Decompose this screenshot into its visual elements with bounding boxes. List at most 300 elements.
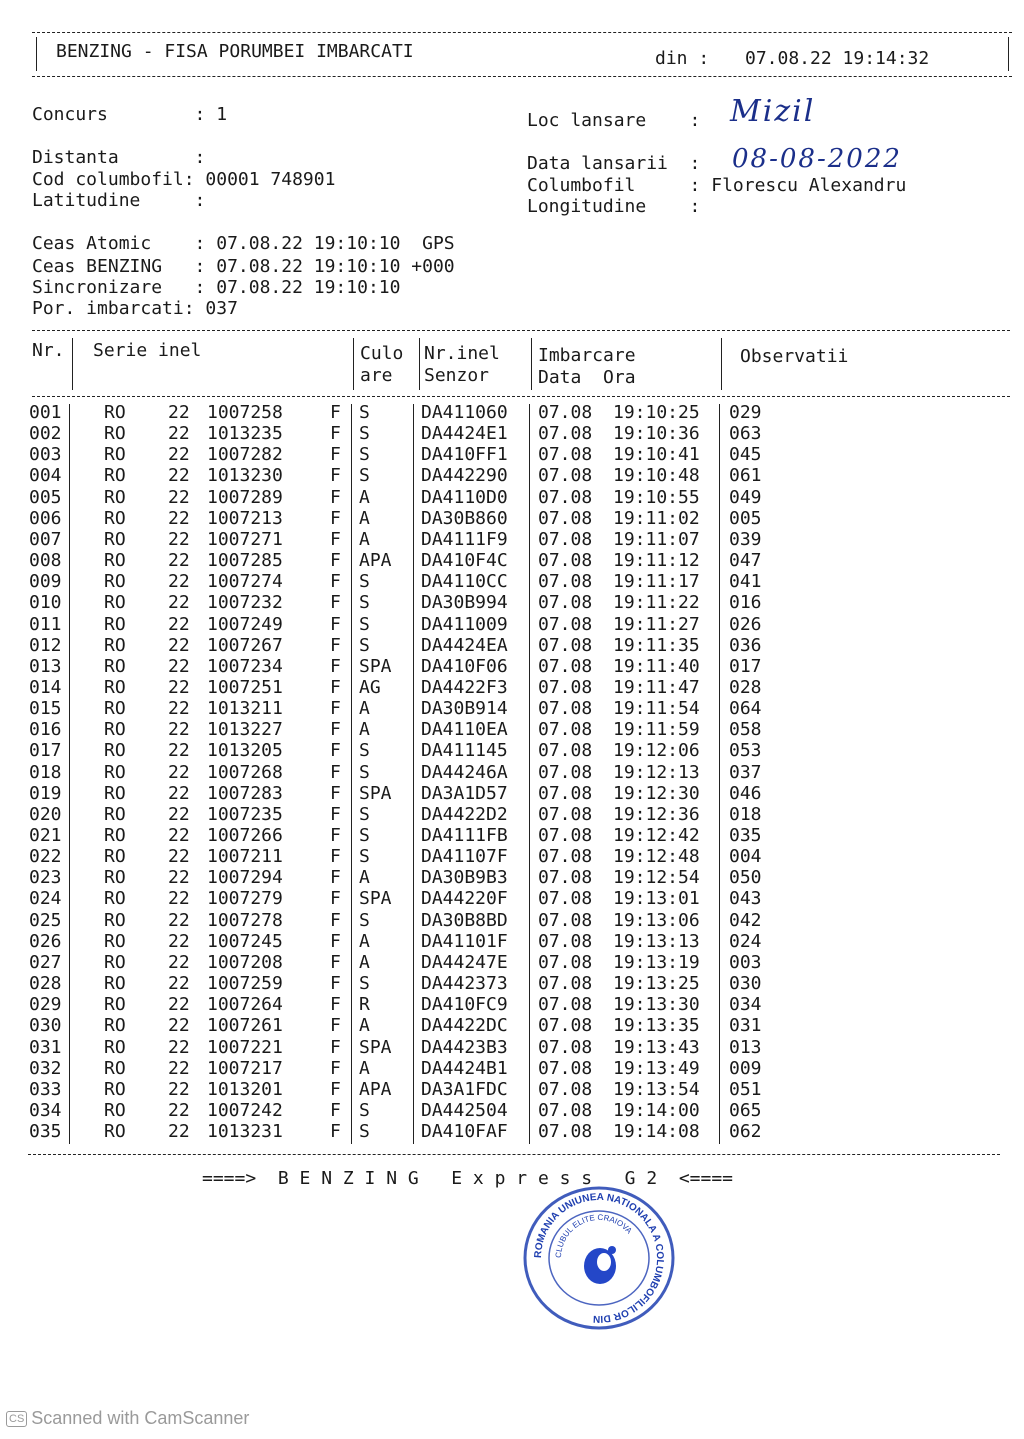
table-row <box>0 656 1024 677</box>
row-ring-number: 1007282 <box>207 444 283 466</box>
row-sensor: DA41101F <box>421 930 508 952</box>
row-nr: 001 <box>29 402 62 423</box>
row-observation: 018 <box>729 803 762 825</box>
table-row <box>0 423 1024 444</box>
table-row <box>0 402 1024 423</box>
row-date: 07.08 <box>538 1015 593 1037</box>
table-row <box>0 1100 1024 1121</box>
row-country: RO <box>104 634 126 656</box>
row-year: 22 <box>168 592 190 614</box>
camscanner-text: Scanned with CamScanner <box>31 1408 250 1428</box>
row-sex: F <box>330 740 341 762</box>
row-year: 22 <box>168 761 190 783</box>
table-row <box>0 444 1024 465</box>
header-nr: Nr. <box>32 340 65 361</box>
row-observation: 039 <box>729 528 762 550</box>
row-year: 22 <box>168 909 190 931</box>
row-ring-number: 1007283 <box>207 782 283 804</box>
row-sensor: DA410F06 <box>421 655 508 677</box>
row-observation: 050 <box>729 867 762 889</box>
row-time: 19:12:54 <box>613 867 700 889</box>
row-time: 19:10:25 <box>613 402 700 423</box>
row-ring-number: 1007213 <box>207 507 283 529</box>
row-sex: F <box>330 676 341 698</box>
por-imbarcati-line: Por. imbarcati: 037 <box>32 298 238 319</box>
row-color: S <box>359 909 370 931</box>
row-nr: 015 <box>29 698 62 720</box>
row-country: RO <box>104 1078 126 1100</box>
columbofil-line: Columbofil : Florescu Alexandru <box>527 175 907 196</box>
row-date: 07.08 <box>538 761 593 783</box>
row-country: RO <box>104 1036 126 1058</box>
row-time: 19:12:06 <box>613 740 700 762</box>
table-bottom-border <box>28 1154 1000 1155</box>
row-nr: 030 <box>29 1015 62 1037</box>
row-color: S <box>359 825 370 846</box>
row-ring-number: 1007217 <box>207 1057 283 1079</box>
row-color: SPA <box>359 888 392 910</box>
row-date: 07.08 <box>538 571 593 593</box>
row-year: 22 <box>168 1015 190 1037</box>
row-sex: F <box>330 1099 341 1121</box>
row-country: RO <box>104 613 126 635</box>
row-sensor: DA30B860 <box>421 507 508 529</box>
row-sensor: DA3A1FDC <box>421 1078 508 1100</box>
row-sensor: DA4111FB <box>421 825 508 846</box>
row-nr: 025 <box>29 909 62 931</box>
row-year: 22 <box>168 634 190 656</box>
row-observation: 017 <box>729 655 762 677</box>
row-sensor: DA410FC9 <box>421 994 508 1016</box>
header-top-border <box>32 32 1012 33</box>
row-observation: 042 <box>729 909 762 931</box>
row-color: A <box>359 486 370 508</box>
row-sensor: DA4422F3 <box>421 676 508 698</box>
row-observation: 051 <box>729 1078 762 1100</box>
row-observation: 045 <box>729 444 762 466</box>
row-sex: F <box>330 803 341 825</box>
row-sex: F <box>330 613 341 635</box>
row-observation: 063 <box>729 423 762 445</box>
header-culoare-1: Culo <box>360 343 404 364</box>
row-observation: 041 <box>729 571 762 593</box>
row-sensor: DA410FAF <box>421 1121 508 1143</box>
row-observation: 061 <box>729 465 762 487</box>
row-time: 19:12:36 <box>613 803 700 825</box>
row-ring-number: 1007242 <box>207 1099 283 1121</box>
row-sex: F <box>330 846 341 868</box>
row-ring-number: 1007274 <box>207 571 283 593</box>
row-year: 22 <box>168 444 190 466</box>
table-row <box>0 910 1024 931</box>
row-sex: F <box>330 402 341 423</box>
row-sensor: DA44246A <box>421 761 508 783</box>
row-nr: 028 <box>29 973 62 995</box>
row-color: S <box>359 592 370 614</box>
row-time: 19:13:35 <box>613 1015 700 1037</box>
row-country: RO <box>104 867 126 889</box>
col-sep-senzor <box>531 338 532 390</box>
header-serie-inel: Serie inel <box>93 340 202 361</box>
row-country: RO <box>104 719 126 741</box>
row-date: 07.08 <box>538 528 593 550</box>
row-nr: 012 <box>29 634 62 656</box>
row-ring-number: 1013231 <box>207 1121 283 1143</box>
row-ring-number: 1007221 <box>207 1036 283 1058</box>
row-sensor: DA3A1D57 <box>421 782 508 804</box>
row-year: 22 <box>168 1121 190 1143</box>
row-sensor: DA4424E1 <box>421 423 508 445</box>
row-nr: 013 <box>29 655 62 677</box>
data-lansarii-handwritten: 08-08-2022 <box>732 144 902 174</box>
row-sensor: DA411009 <box>421 613 508 635</box>
row-nr: 008 <box>29 550 62 572</box>
row-country: RO <box>104 1099 126 1121</box>
row-ring-number: 1007267 <box>207 634 283 656</box>
row-sex: F <box>330 507 341 529</box>
camscanner-logo-icon: CS <box>6 1411 27 1427</box>
row-nr: 018 <box>29 761 62 783</box>
row-sex: F <box>330 782 341 804</box>
row-ring-number: 1007289 <box>207 486 283 508</box>
row-sensor: DA4423B3 <box>421 1036 508 1058</box>
row-year: 22 <box>168 825 190 846</box>
row-ring-number: 1013201 <box>207 1078 283 1100</box>
row-observation: 013 <box>729 1036 762 1058</box>
row-date: 07.08 <box>538 402 593 423</box>
row-country: RO <box>104 973 126 995</box>
row-country: RO <box>104 994 126 1016</box>
row-year: 22 <box>168 1057 190 1079</box>
sincronizare-line: Sincronizare : 07.08.22 19:10:10 <box>32 277 401 298</box>
row-color: A <box>359 698 370 720</box>
row-color: S <box>359 402 370 423</box>
row-time: 19:13:13 <box>613 930 700 952</box>
body-sep-culoare <box>413 404 414 1144</box>
row-ring-number: 1007261 <box>207 1015 283 1037</box>
row-country: RO <box>104 1015 126 1037</box>
row-observation: 046 <box>729 782 762 804</box>
row-date: 07.08 <box>538 444 593 466</box>
row-sex: F <box>330 930 341 952</box>
row-observation: 062 <box>729 1121 762 1143</box>
row-sex: F <box>330 888 341 910</box>
header-right-border <box>1008 37 1009 71</box>
row-sex: F <box>330 486 341 508</box>
body-sep-nr <box>69 404 70 1144</box>
row-sex: F <box>330 761 341 783</box>
row-country: RO <box>104 507 126 529</box>
row-nr: 026 <box>29 930 62 952</box>
row-ring-number: 1007266 <box>207 825 283 846</box>
header-imbarcare-2: Data Ora <box>538 367 636 388</box>
row-color: S <box>359 846 370 868</box>
table-row <box>0 719 1024 740</box>
row-color: A <box>359 719 370 741</box>
header-left-border <box>36 37 37 71</box>
row-sensor: DA30B9B3 <box>421 867 508 889</box>
row-time: 19:10:48 <box>613 465 700 487</box>
row-country: RO <box>104 888 126 910</box>
row-date: 07.08 <box>538 1057 593 1079</box>
row-year: 22 <box>168 951 190 973</box>
row-sensor: DA442290 <box>421 465 508 487</box>
row-time: 19:10:36 <box>613 423 700 445</box>
row-sensor: DA411060 <box>421 402 508 423</box>
table-row <box>0 740 1024 761</box>
row-date: 07.08 <box>538 846 593 868</box>
row-color: S <box>359 1121 370 1143</box>
table-row <box>0 931 1024 952</box>
table-row <box>0 1079 1024 1100</box>
row-country: RO <box>104 782 126 804</box>
row-time: 19:10:41 <box>613 444 700 466</box>
row-ring-number: 1007251 <box>207 676 283 698</box>
row-sensor: DA44247E <box>421 951 508 973</box>
row-color: A <box>359 930 370 952</box>
row-color: A <box>359 867 370 889</box>
row-time: 19:12:13 <box>613 761 700 783</box>
row-year: 22 <box>168 676 190 698</box>
row-observation: 028 <box>729 676 762 698</box>
col-sep-nr <box>72 338 73 390</box>
row-year: 22 <box>168 465 190 487</box>
table-row <box>0 529 1024 550</box>
row-nr: 022 <box>29 846 62 868</box>
row-date: 07.08 <box>538 909 593 931</box>
row-time: 19:13:43 <box>613 1036 700 1058</box>
row-color: A <box>359 1057 370 1079</box>
row-nr: 007 <box>29 528 62 550</box>
table-row <box>0 846 1024 867</box>
row-year: 22 <box>168 507 190 529</box>
row-nr: 032 <box>29 1057 62 1079</box>
row-nr: 003 <box>29 444 62 466</box>
row-date: 07.08 <box>538 613 593 635</box>
row-color: R <box>359 994 370 1016</box>
row-sex: F <box>330 655 341 677</box>
row-date: 07.08 <box>538 550 593 572</box>
row-date: 07.08 <box>538 740 593 762</box>
row-date: 07.08 <box>538 888 593 910</box>
row-color: A <box>359 528 370 550</box>
loc-lansare-line: Loc lansare : <box>527 110 701 131</box>
latitudine-line: Latitudine : <box>32 190 206 211</box>
table-row <box>0 550 1024 571</box>
row-date: 07.08 <box>538 592 593 614</box>
table-row <box>0 614 1024 635</box>
row-color: S <box>359 444 370 466</box>
row-sex: F <box>330 1057 341 1079</box>
row-date: 07.08 <box>538 507 593 529</box>
table-top-border <box>32 330 1010 331</box>
row-time: 19:14:08 <box>613 1121 700 1143</box>
row-sex: F <box>330 825 341 846</box>
row-sensor: DA4111F9 <box>421 528 508 550</box>
row-ring-number: 1007279 <box>207 888 283 910</box>
row-observation: 030 <box>729 973 762 995</box>
row-nr: 020 <box>29 803 62 825</box>
row-time: 19:14:00 <box>613 1099 700 1121</box>
row-sex: F <box>330 698 341 720</box>
row-sex: F <box>330 550 341 572</box>
table-header-bottom-border <box>32 396 1010 397</box>
row-date: 07.08 <box>538 803 593 825</box>
row-color: S <box>359 761 370 783</box>
row-observation: 053 <box>729 740 762 762</box>
row-year: 22 <box>168 423 190 445</box>
row-observation: 024 <box>729 930 762 952</box>
row-ring-number: 1013235 <box>207 423 283 445</box>
club-stamp <box>520 1184 678 1332</box>
row-nr: 009 <box>29 571 62 593</box>
row-year: 22 <box>168 846 190 868</box>
row-time: 19:11:35 <box>613 634 700 656</box>
row-year: 22 <box>168 655 190 677</box>
row-sex: F <box>330 592 341 614</box>
table-row <box>0 571 1024 592</box>
row-ring-number: 1013205 <box>207 740 283 762</box>
row-ring-number: 1007245 <box>207 930 283 952</box>
row-country: RO <box>104 423 126 445</box>
header-imbarcare-1: Imbarcare <box>538 345 636 366</box>
row-nr: 029 <box>29 994 62 1016</box>
table-row <box>0 783 1024 804</box>
row-color: AG <box>359 676 381 698</box>
row-ring-number: 1013230 <box>207 465 283 487</box>
row-color: S <box>359 803 370 825</box>
loc-lansare-handwritten: Mizil <box>730 94 816 129</box>
row-sensor: DA442504 <box>421 1099 508 1121</box>
header-bottom-border <box>32 76 1012 77</box>
row-sensor: DA4424B1 <box>421 1057 508 1079</box>
row-nr: 006 <box>29 507 62 529</box>
table-row <box>0 867 1024 888</box>
header-nr-inel-1: Nr.inel <box>424 343 500 364</box>
row-time: 19:11:40 <box>613 655 700 677</box>
row-year: 22 <box>168 571 190 593</box>
table-row <box>0 1015 1024 1036</box>
document-title: BENZING - FISA PORUMBEI IMBARCATI <box>56 41 414 62</box>
row-date: 07.08 <box>538 994 593 1016</box>
row-ring-number: 1007271 <box>207 528 283 550</box>
row-sensor: DA4424EA <box>421 634 508 656</box>
table-row <box>0 952 1024 973</box>
row-nr: 027 <box>29 951 62 973</box>
row-sensor: DA410F4C <box>421 550 508 572</box>
table-row <box>0 698 1024 719</box>
row-ring-number: 1007278 <box>207 909 283 931</box>
row-sensor: DA4422D2 <box>421 803 508 825</box>
row-color: SPA <box>359 655 392 677</box>
row-sex: F <box>330 994 341 1016</box>
row-sensor: DA4110CC <box>421 571 508 593</box>
row-sensor: DA30B8BD <box>421 909 508 931</box>
row-color: SPA <box>359 1036 392 1058</box>
row-date: 07.08 <box>538 719 593 741</box>
row-nr: 019 <box>29 782 62 804</box>
row-country: RO <box>104 846 126 868</box>
row-time: 19:13:06 <box>613 909 700 931</box>
row-sex: F <box>330 444 341 466</box>
row-country: RO <box>104 528 126 550</box>
row-color: SPA <box>359 782 392 804</box>
row-color: S <box>359 465 370 487</box>
row-time: 19:13:30 <box>613 994 700 1016</box>
body-sep-senzor <box>529 404 530 1144</box>
row-time: 19:10:55 <box>613 486 700 508</box>
row-ring-number: 1013211 <box>207 698 283 720</box>
row-observation: 004 <box>729 846 762 868</box>
row-nr: 017 <box>29 740 62 762</box>
row-ring-number: 1007258 <box>207 402 283 423</box>
row-sensor: DA4110EA <box>421 719 508 741</box>
row-year: 22 <box>168 719 190 741</box>
row-sex: F <box>330 973 341 995</box>
row-sex: F <box>330 867 341 889</box>
table-row <box>0 973 1024 994</box>
row-color: S <box>359 973 370 995</box>
row-year: 22 <box>168 1036 190 1058</box>
row-color: S <box>359 1099 370 1121</box>
row-year: 22 <box>168 528 190 550</box>
row-color: APA <box>359 1078 392 1100</box>
distanta-line: Distanta : <box>32 147 206 168</box>
row-sensor: DA41107F <box>421 846 508 868</box>
row-observation: 058 <box>729 719 762 741</box>
body-sep-sex <box>351 404 352 1144</box>
row-time: 19:11:27 <box>613 613 700 635</box>
row-country: RO <box>104 676 126 698</box>
col-sep-imbarcare <box>721 338 722 390</box>
row-date: 07.08 <box>538 676 593 698</box>
row-nr: 035 <box>29 1121 62 1143</box>
row-date: 07.08 <box>538 782 593 804</box>
col-sep-culoare <box>419 338 420 390</box>
row-observation: 037 <box>729 761 762 783</box>
cod-columbofil-line: Cod columbofil: 00001 748901 <box>32 169 336 190</box>
row-year: 22 <box>168 1078 190 1100</box>
row-country: RO <box>104 655 126 677</box>
row-sex: F <box>330 1121 341 1143</box>
din-label: din : <box>655 48 710 69</box>
row-ring-number: 1007208 <box>207 951 283 973</box>
row-observation: 049 <box>729 486 762 508</box>
row-date: 07.08 <box>538 825 593 846</box>
row-observation: 034 <box>729 994 762 1016</box>
row-date: 07.08 <box>538 1078 593 1100</box>
row-year: 22 <box>168 803 190 825</box>
row-country: RO <box>104 930 126 952</box>
row-date: 07.08 <box>538 698 593 720</box>
row-country: RO <box>104 825 126 846</box>
table-row <box>0 762 1024 783</box>
row-country: RO <box>104 486 126 508</box>
header-nr-inel-2: Senzor <box>424 365 490 386</box>
row-date: 07.08 <box>538 951 593 973</box>
stamp-inner-text: CLUBUL ELITE CRAIOVA <box>553 1212 634 1259</box>
data-lansarii-line: Data lansarii : <box>527 153 701 174</box>
table-body <box>0 402 1024 1152</box>
row-ring-number: 1013227 <box>207 719 283 741</box>
row-year: 22 <box>168 698 190 720</box>
row-nr: 024 <box>29 888 62 910</box>
row-nr: 034 <box>29 1099 62 1121</box>
row-observation: 043 <box>729 888 762 910</box>
table-row <box>0 888 1024 909</box>
row-time: 19:13:01 <box>613 888 700 910</box>
row-observation: 003 <box>729 951 762 973</box>
